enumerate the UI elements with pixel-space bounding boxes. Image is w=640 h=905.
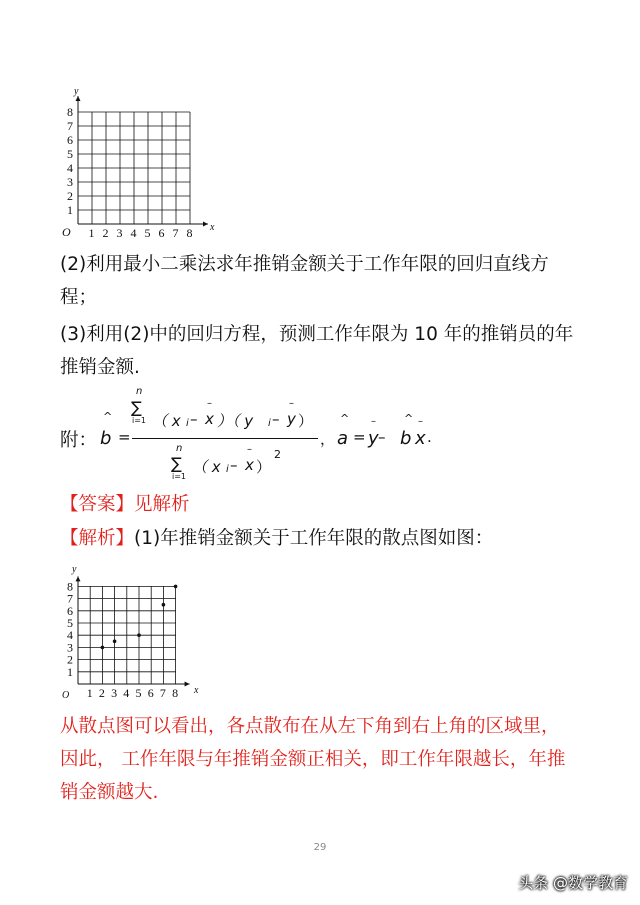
y-tick-label: 1 [67,203,73,217]
x-tick-label: 3 [116,226,123,240]
x-tick-label: 6 [147,686,154,700]
equals-2: = [353,428,366,446]
y-tick-label: 3 [67,175,73,189]
question-3-line-1: (3)利用(2)中的回归方程，预测工作年限为 10 年的推销员的年 [60,324,574,345]
denominator-x: （ x [192,458,221,476]
scatter-point [137,633,141,637]
scatter-y-label: y [72,564,77,575]
formula-comma: ， [320,430,336,448]
analysis-label: 【解析】 [60,528,135,549]
answer-text: 见解析 [134,494,190,515]
x-tick-label: 7 [172,226,179,240]
x-tick-label: 1 [88,226,95,240]
x-tick-label: 4 [130,226,137,240]
denominator-power: 2 [274,448,281,461]
x-tick-label: 8 [172,686,179,700]
x-bar-mark-2: – [418,416,423,427]
regression-formula [60,386,580,481]
watermark: 头条 @数学教育 [518,874,628,892]
conclusion-line-1: 从散点图可以看出，各点散布在从左下角到右上角的区域里， [60,716,560,737]
x-tick-label: 5 [135,686,142,700]
y-tick-label: 8 [67,105,73,119]
x-axis-arrow [185,682,190,687]
scatter-x-ticks [87,686,178,700]
grid1-y-label: y [74,86,79,97]
a-hat: a [337,428,349,449]
grid1-y-ticks [67,105,73,217]
scatter-origin: O [62,690,70,700]
y-axis-arrow [76,576,81,581]
x-tick-label: 6 [158,226,165,240]
y-tick-label: 8 [67,579,73,594]
den-sum-lower-index: i=1 [172,472,187,481]
x-tick-label: 2 [102,226,109,240]
formula-prefix: 附： [60,430,98,451]
y-tick-label: 7 [67,119,73,133]
denominator-x-sub: i [226,464,229,475]
a-hat-mark: ^ [340,412,350,425]
y-tick-label: 7 [67,591,73,606]
x-tick-label: 2 [98,686,105,700]
scatter-point [101,646,105,650]
denominator-x-bar: x [245,456,254,474]
sum-upper-n: n [136,386,143,397]
numerator-y: ）（ y [217,412,254,430]
y-tick-label: 6 [67,603,73,618]
y-tick-label: 5 [67,147,73,161]
y-tick-label: 3 [67,640,73,655]
numerator-minus: – [190,410,198,428]
x-tick-label: 4 [123,686,130,700]
question-3 [60,318,590,384]
x-tick-label: 3 [111,686,118,700]
grid1-x-ticks [89,226,193,240]
y-bar-mark: – [289,398,294,409]
analysis-text: (1)年推销金额关于工作年限的散点图如图： [134,528,494,549]
y-tick-label: 4 [67,628,73,643]
conclusion [60,710,590,809]
denominator-minus: – [230,456,238,474]
grid1-lines [76,96,209,227]
sum-lower-index: i=1 [132,416,147,425]
sum-symbol-numerator: ∑ [131,398,142,417]
question-2-line-2: 程； [60,287,98,308]
numerator-close: ） [298,412,314,430]
y-tick-label: 2 [67,652,73,667]
scatter-grid-lines [76,576,190,686]
scatter-plot [58,560,218,700]
answer-line [60,488,590,521]
scatter-point [174,585,178,589]
fraction-bar [132,438,318,439]
y-tick-label: 2 [67,189,73,203]
analysis-line [60,522,590,555]
x-bar-2: x [415,428,426,449]
x-bar-mark: – [207,398,212,409]
scatter-point [162,603,166,607]
sum-symbol-denominator: ∑ [171,454,182,473]
conclusion-line-2: 因此， 工作年限与年推销金额正相关，即工作年限越长，年推 [60,749,566,770]
grid1-origin: O [62,225,71,239]
scatter-y-ticks [67,579,73,678]
b-hat-mark-2: ^ [404,412,414,425]
numerator-y-sub: i [268,418,271,429]
den-x-bar-mark: – [247,444,252,455]
scatter-x-label: x [194,685,199,696]
scatter-point [113,640,117,644]
page-number: 29 [313,842,327,853]
x-tick-label: 8 [186,226,193,240]
y-tick-label: 5 [67,616,73,630]
y-bar-mark-2: – [371,416,376,427]
b-hat-2: b [400,428,412,449]
numerator-x-bar: x [205,410,214,428]
y-tick-label: 1 [67,664,73,679]
equals: = [118,428,131,446]
question-3-line-2: 推销金额. [60,357,140,378]
y-tick-label: 4 [67,161,73,175]
formula-period: . [427,428,432,446]
numerator-minus-2: – [272,410,280,428]
numerator-x-sub: i [186,418,189,429]
den-sum-upper-n: n [176,443,183,454]
denominator-close: ） [256,458,272,476]
question-2 [60,248,590,314]
minus-3: – [378,428,386,446]
empty-coordinate-grid [58,82,228,242]
y-bar-2: y [368,428,379,449]
b-hat-mark: ^ [103,410,113,423]
answer-label: 【答案】 [60,494,135,515]
b-hat: b [100,428,112,449]
x-tick-label: 7 [159,686,166,700]
x-tick-label: 5 [144,226,151,240]
question-2-line-1: (2)利用最小二乘法求年推销金额关于工作年限的回归直线方 [60,254,549,275]
y-tick-label: 6 [67,133,73,147]
x-tick-label: 1 [86,686,93,700]
x-axis-arrow [203,222,208,227]
conclusion-line-3: 销金额越大. [60,782,159,803]
numerator-x: （ x [152,412,181,430]
grid1-x-label: x [210,222,215,233]
numerator-y-bar: y [287,410,296,428]
